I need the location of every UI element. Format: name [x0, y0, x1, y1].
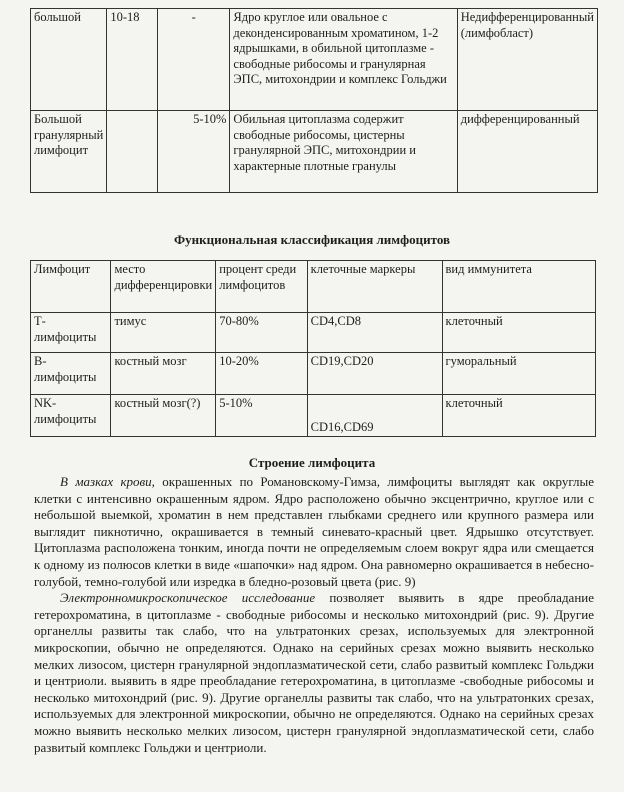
table-cell: Недифференцированный (лимфобласт) [457, 9, 597, 111]
table-cell: CD16,CD69 [307, 395, 442, 437]
table-cell: NK-лимфоциты [31, 395, 111, 437]
table-row [31, 9, 598, 111]
table-cell: - [157, 9, 229, 111]
table-cell: Ядро круглое или овальное с деконденсированным хроматином, 1-2 ядрышками, в обильной цитоплазме - свободные рибосомы и гранулярная ЭПС, митохондрии и комплекс Гольджи [230, 9, 457, 111]
classification-table [30, 260, 596, 437]
table-cell: костный мозг(?) [111, 395, 216, 437]
structure-title: Строение лимфоцита [248, 455, 376, 470]
table-header-cell: клеточные маркеры [307, 261, 442, 313]
cell-types-table [30, 8, 598, 193]
table-cell [107, 111, 158, 193]
paragraph-body: позволяет выявить в ядре преобладание гетерохроматина, в цитоплазме - свободные рибосомы и несколько митохондрий (рис. 9). Другие органеллы развиты так слабо, что на ультратонких срезах, используемых для электронной микроскопии, обычно не определяются. Однако на серийных срезах можно выявить несколько мелких лизосом, цистерн гранулярной эндоплазматической сети, слабо развитый комплекс Гольджи и центриоли. выявить в ядре преобладание гетерохроматина, в цитоплазме -свободные рибосомы и несколько митохондрий (рис. 9). Другие органеллы развиты так слабо, что на ультратонких срезах, используемых для электронной микроскопии, обычно не определяются. Однако на серийных срезах можно выявить несколько мелких лизосом, цистерн гранулярной эндоплазматической сети, слабо развитый комплекс Гольджи и центриоли. [34, 590, 595, 755]
table-row [31, 353, 596, 395]
table-cell: дифференцированный [457, 111, 597, 193]
table-cell: 10-18 [107, 9, 158, 111]
table-cell: Т-лимфоциты [31, 313, 111, 353]
paragraph-body: окрашенных по Романовскому-Гимза, лимфоциты выглядят как округлые клетки с интенсивно окрашенным ядром. Ядро расположено обычно эксцентрично, круглое или с небольшой выемкой, хроматин в нем представлен глыбками среднего или крупного размера или выглядит пикнотично, окрашивается в темный синевато-красный цвет. Ядрышко отсутствует. Цитоплазма расположена тонким, иногда почти не определяемым слоем вокруг ядра или смещается к одному из полюсов клетки в виде «шапочки» над ядром. Она равномерно окрашивается в небесно-голубой, темно-голубой или изредка в бледно-розовый цвета (рис. 9) [34, 474, 594, 589]
table-header-cell: процент среди лимфоцитов [216, 261, 307, 313]
table-cell: гуморальный [442, 353, 595, 395]
table-header-cell: Лимфоцит [31, 261, 111, 313]
table-cell: CD4,CD8 [307, 313, 442, 353]
table-cell: 5-10% [157, 111, 229, 193]
paragraph-electron-microscopy [34, 590, 594, 756]
table-row [31, 111, 598, 193]
paragraph-lead: В мазках крови, [60, 474, 155, 489]
table-cell: CD19,CD20 [307, 353, 442, 395]
table-header-row [31, 261, 596, 313]
table-cell: 10-20% [216, 353, 307, 395]
table-cell: клеточный [442, 313, 595, 353]
table-cell: клеточный [442, 395, 595, 437]
table-cell: большой [31, 9, 107, 111]
table-cell: Обильная цитоплазма содержит свободные рибосомы, цистерны гранулярной ЭПС, митохондрии и характерные плотные гранулы [230, 111, 457, 193]
table-header-cell: вид иммунитета [442, 261, 595, 313]
table-cell: В-лимфоциты [31, 353, 111, 395]
paragraph-lead: Электронномикроскопическое исследование [60, 590, 316, 606]
table-cell: 5-10% [216, 395, 307, 437]
table-header-cell: место дифференцировки [111, 261, 216, 313]
table-cell: Большой гранулярный лимфоцит [31, 111, 107, 193]
classification-title: Функциональная классификация лимфоцитов [173, 232, 451, 247]
paragraph-blood-smear [34, 474, 594, 590]
table-row [31, 313, 596, 353]
table-cell: 70-80% [216, 313, 307, 353]
table-cell: тимус [111, 313, 216, 353]
structure-text [34, 474, 594, 756]
table-cell: костный мозг [111, 353, 216, 395]
table-row [31, 395, 596, 437]
